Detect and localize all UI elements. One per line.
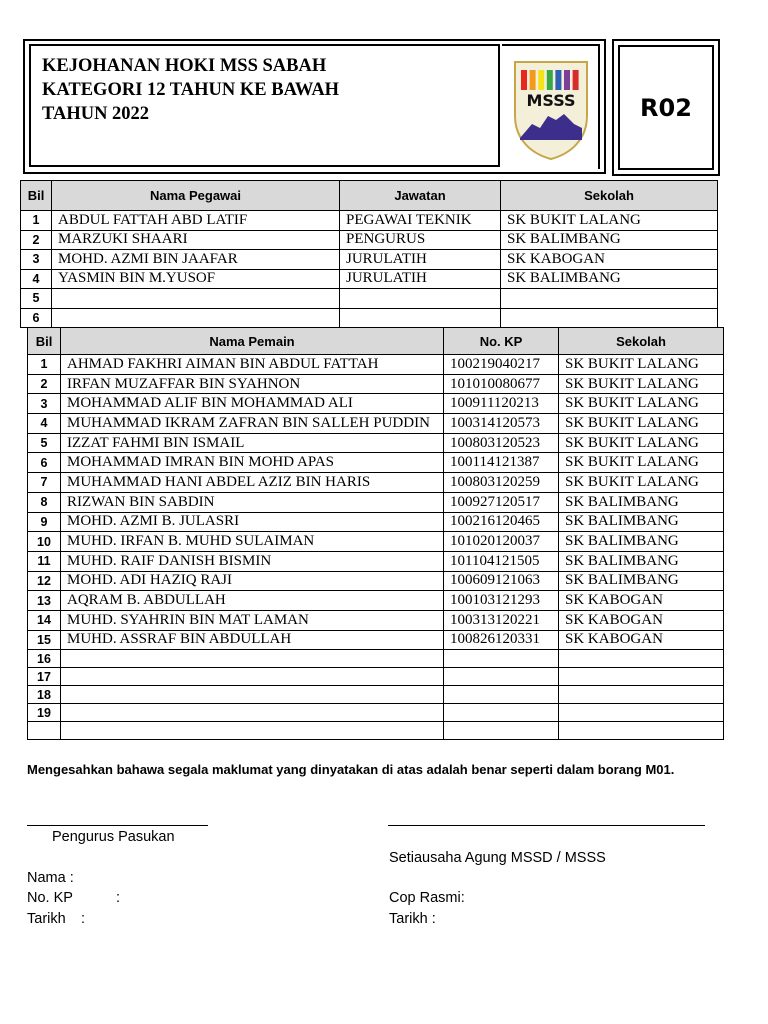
ic-number-cell: 100114121387	[444, 453, 559, 473]
row-number: 3	[21, 250, 52, 270]
name-cell	[61, 650, 444, 668]
school-cell	[559, 650, 724, 668]
row-number: 16	[28, 650, 61, 668]
players-header-row	[28, 328, 724, 355]
row-number: 5	[21, 289, 52, 309]
position-cell: PENGURUS	[340, 230, 501, 250]
name-cell: MUHAMMAD HANI ABDEL AZIZ BIN HARIS	[61, 473, 444, 493]
logo-stripe	[530, 70, 536, 90]
position-cell: JURULATIH	[340, 269, 501, 289]
school-cell: SK KABOGAN	[559, 591, 724, 611]
players-table	[27, 327, 724, 740]
event-title	[42, 54, 339, 126]
name-cell: RIZWAN BIN SABDIN	[61, 492, 444, 512]
logo-stripe	[538, 70, 544, 90]
name-cell: ABDUL FATTAH ABD LATIF	[52, 211, 340, 231]
logo-stripe	[555, 70, 561, 90]
team-manager-title: Pengurus Pasukan	[52, 829, 175, 845]
school-cell: SK BUKIT LALANG	[559, 414, 724, 434]
table-row	[28, 355, 724, 375]
header-title-box	[29, 44, 500, 167]
row-number: 4	[21, 269, 52, 289]
school-cell: SK BALIMBANG	[559, 512, 724, 532]
form-code: R02	[618, 45, 714, 170]
row-number: 15	[28, 630, 61, 650]
position-cell: JURULATIH	[340, 250, 501, 270]
name-cell: MUHD. SYAHRIN BIN MAT LAMAN	[61, 610, 444, 630]
name-cell: IRFAN MUZAFFAR BIN SYAHNON	[61, 374, 444, 394]
table-row	[28, 394, 724, 414]
nama-label: Nama :	[27, 870, 74, 886]
school-cell	[559, 668, 724, 686]
title-line-2: KATEGORI 12 TAHUN KE BAWAH	[42, 80, 340, 100]
school-cell: SK BUKIT LALANG	[559, 453, 724, 473]
school-cell	[559, 722, 724, 740]
right-signature-line	[388, 825, 705, 826]
ic-number-cell: 100313120221	[444, 610, 559, 630]
official-stamp-label: Cop Rasmi:	[389, 890, 465, 906]
column-header: Bil	[28, 328, 61, 355]
row-number: 19	[28, 704, 61, 722]
table-row	[28, 630, 724, 650]
ic-number-cell: 101010080677	[444, 374, 559, 394]
school-cell: SK BALIMBANG	[559, 532, 724, 552]
row-number: 6	[28, 453, 61, 473]
name-cell: MUHAMMAD IKRAM ZAFRAN BIN SALLEH PUDDIN	[61, 414, 444, 434]
logo-stripe	[521, 70, 527, 90]
ic-number-cell: 100803120259	[444, 473, 559, 493]
name-cell	[61, 722, 444, 740]
table-row	[28, 532, 724, 552]
tarikh-left-label: Tarikh	[27, 911, 66, 927]
form-code-box	[612, 39, 720, 176]
school-cell: SK BUKIT LALANG	[559, 433, 724, 453]
name-cell: MOHD. AZMI B. JULASRI	[61, 512, 444, 532]
ic-number-cell: 101104121505	[444, 551, 559, 571]
position-cell	[340, 289, 501, 309]
table-row	[28, 591, 724, 611]
column-header: Bil	[21, 181, 52, 211]
ic-number-cell: 100911120213	[444, 394, 559, 414]
school-cell: SK KABOGAN	[559, 610, 724, 630]
row-number: 3	[28, 394, 61, 414]
row-number: 4	[28, 414, 61, 434]
school-cell	[501, 308, 718, 328]
logo-area	[502, 44, 600, 169]
name-cell: YASMIN BIN M.YUSOF	[52, 269, 340, 289]
column-header: Nama Pemain	[61, 328, 444, 355]
name-cell: IZZAT FAHMI BIN ISMAIL	[61, 433, 444, 453]
row-number: 6	[21, 308, 52, 328]
table-row	[28, 722, 724, 740]
table-row	[28, 551, 724, 571]
kp-colon: :	[116, 890, 121, 906]
tarikh-right-label: Tarikh :	[389, 911, 436, 927]
name-cell: MOHAMMAD IMRAN BIN MOHD APAS	[61, 453, 444, 473]
table-row	[28, 453, 724, 473]
name-cell: AQRAM B. ABDULLAH	[61, 591, 444, 611]
ic-number-cell	[444, 650, 559, 668]
tarikh-left-colon: :	[81, 911, 86, 927]
row-number: 8	[28, 492, 61, 512]
school-cell: SK BALIMBANG	[559, 571, 724, 591]
row-number: 5	[28, 433, 61, 453]
table-row	[28, 650, 724, 668]
name-cell: MUHD. ASSRAF BIN ABDULLAH	[61, 630, 444, 650]
row-number: 10	[28, 532, 61, 552]
table-row	[28, 492, 724, 512]
school-cell: SK KABOGAN	[559, 630, 724, 650]
msss-logo-icon	[512, 58, 590, 162]
left-signature-line	[27, 825, 208, 826]
ic-number-cell: 100219040217	[444, 355, 559, 375]
table-row	[21, 211, 718, 231]
column-header: Jawatan	[340, 181, 501, 211]
position-cell	[340, 308, 501, 328]
name-cell	[52, 289, 340, 309]
officials-header-row	[21, 181, 718, 211]
row-number: 1	[28, 355, 61, 375]
school-cell	[559, 686, 724, 704]
school-cell: SK BALIMBANG	[559, 551, 724, 571]
row-number: 11	[28, 551, 61, 571]
logo-stripe	[564, 70, 570, 90]
name-cell	[61, 686, 444, 704]
ic-number-cell: 100826120331	[444, 630, 559, 650]
name-cell	[61, 668, 444, 686]
name-cell: AHMAD FAKHRI AIMAN BIN ABDUL FATTAH	[61, 355, 444, 375]
name-cell: MOHD. ADI HAZIQ RAJI	[61, 571, 444, 591]
row-number: 14	[28, 610, 61, 630]
ic-number-cell: 100314120573	[444, 414, 559, 434]
ic-number-cell	[444, 722, 559, 740]
ic-number-cell	[444, 704, 559, 722]
row-number	[28, 722, 61, 740]
ic-number-cell: 100803120523	[444, 433, 559, 453]
school-cell	[559, 704, 724, 722]
table-row	[28, 414, 724, 434]
confirmation-statement: Mengesahkan bahawa segala maklumat yang dinyatakan di atas adalah benar seperti dalam borang M01.	[27, 762, 675, 777]
table-row	[21, 250, 718, 270]
table-row	[28, 433, 724, 453]
table-row	[21, 230, 718, 250]
ic-number-cell: 100103121293	[444, 591, 559, 611]
ic-number-cell: 100609121063	[444, 571, 559, 591]
name-cell: MUHD. IRFAN B. MUHD SULAIMAN	[61, 532, 444, 552]
name-cell: MOHD. AZMI BIN JAAFAR	[52, 250, 340, 270]
column-header: Sekolah	[559, 328, 724, 355]
school-cell: SK BUKIT LALANG	[559, 394, 724, 414]
table-row	[28, 686, 724, 704]
table-row	[28, 668, 724, 686]
ic-number-cell: 100927120517	[444, 492, 559, 512]
row-number: 2	[28, 374, 61, 394]
row-number: 12	[28, 571, 61, 591]
row-number: 18	[28, 686, 61, 704]
school-cell: SK BALIMBANG	[501, 269, 718, 289]
name-cell: MOHAMMAD ALIF BIN MOHAMMAD ALI	[61, 394, 444, 414]
position-cell: PEGAWAI TEKNIK	[340, 211, 501, 231]
ic-number-cell: 101020120037	[444, 532, 559, 552]
header-box	[23, 39, 606, 174]
table-row	[28, 610, 724, 630]
name-cell	[52, 308, 340, 328]
column-header: Nama Pegawai	[52, 181, 340, 211]
title-line-3: TAHUN 2022	[42, 104, 150, 124]
table-row	[28, 704, 724, 722]
school-cell: SK BUKIT LALANG	[501, 211, 718, 231]
column-header: No. KP	[444, 328, 559, 355]
school-cell: SK KABOGAN	[501, 250, 718, 270]
name-cell	[61, 704, 444, 722]
table-row	[21, 289, 718, 309]
table-row	[21, 269, 718, 289]
row-number: 1	[21, 211, 52, 231]
ic-number-cell: 100216120465	[444, 512, 559, 532]
secretary-title: Setiausaha Agung MSSD / MSSS	[389, 850, 606, 866]
row-number: 17	[28, 668, 61, 686]
school-cell: SK BALIMBANG	[559, 492, 724, 512]
column-header: Sekolah	[501, 181, 718, 211]
ic-number-cell	[444, 686, 559, 704]
row-number: 7	[28, 473, 61, 493]
kp-label: No. KP	[27, 890, 73, 906]
table-row	[28, 473, 724, 493]
school-cell: SK BALIMBANG	[501, 230, 718, 250]
table-row	[28, 512, 724, 532]
school-cell: SK BUKIT LALANG	[559, 473, 724, 493]
logo-text: MSSS	[526, 91, 576, 110]
title-line-1: KEJOHANAN HOKI MSS SABAH	[42, 56, 327, 76]
table-row	[21, 308, 718, 328]
ic-number-cell	[444, 668, 559, 686]
school-cell: SK BUKIT LALANG	[559, 355, 724, 375]
officials-table	[20, 180, 718, 328]
row-number: 2	[21, 230, 52, 250]
table-row	[28, 374, 724, 394]
logo-stripe	[547, 70, 553, 90]
logo-stripe	[573, 70, 579, 90]
name-cell: MARZUKI SHAARI	[52, 230, 340, 250]
school-cell: SK BUKIT LALANG	[559, 374, 724, 394]
row-number: 13	[28, 591, 61, 611]
table-row	[28, 571, 724, 591]
row-number: 9	[28, 512, 61, 532]
name-cell: MUHD. RAIF DANISH BISMIN	[61, 551, 444, 571]
school-cell	[501, 289, 718, 309]
